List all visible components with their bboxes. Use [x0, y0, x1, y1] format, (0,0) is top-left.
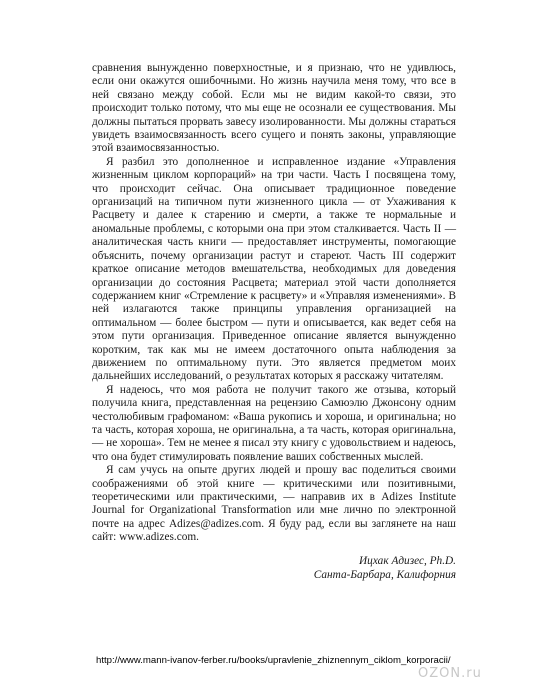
- author-location: Санта-Барбара, Калифорния: [313, 568, 456, 581]
- paragraph-continuation: сравнения вынужденно поверхностные, и я признаю, что не удивлюсь, если они окажутся ошибочными. Но жизнь научила меня тому, что все в ней связано между собой. Если мы не видим какой-то связи, это происходит только потому, что мы еще не осознали ее существования. Мы должны пытаться прорвать завесу изолированности. Мы должны стараться увидеть взаимосвязанность всего сущего и понять законы, управляющие этой взаимосвязанностью.: [92, 62, 456, 155]
- paragraph-feedback-request: Я сам учусь на опыте других людей и прошу вас поделиться своими соображениями об этой книге — критическими или позитивными, теоретическими или практическими, — направив их в Adizes Institute Journal for Organizational Transformation или мне лично по электронной почте на адрес Adizes@adizes.com. Я буду рад, если вы заглянете на наш сайт: www.adizes.com.: [92, 464, 456, 544]
- paragraph-book-structure: Я разбил это дополненное и исправленное издание «Управления жизненным циклом корпораций» на три части. Часть I посвящена тому, что происходит сейчас. Она описывает традиционное поведение организаций на типичном пути жизненного цикла — от Ухаживания к Расцвету и далее к старению и смерти, а также те нормальные и аномальные проблемы, с которыми она при этом сталкивается. Часть II — аналитическая часть книги — предоставляет инструменты, помогающие объяснить, почему организации растут и стареют. Часть III содержит краткое описание методов вмешательства, необходимых для доведения организации до состояния Расцвета; материал этой части дополняется содержанием книг «Стремление к расцвету» и «Управляя изменениями». В ней излагаются также принципы управления организацией на оптимальном — более быстром — пути и описывается, как ведет себя на этом пути организация. Приведенное описание является вынужденно коротким, так как мы не имеем достаточного опыта наблюдения за движением по оптимальному пути. Это является предметом моих дальнейших исследований, о результатах которых я расскажу читателям.: [92, 155, 456, 383]
- author-signature: [92, 554, 456, 582]
- page-text-block: [92, 62, 456, 582]
- paragraph-johnson-anecdote: Я надеюсь, что моя работа не получит такого же отзыва, который получила книга, представленная на рецензию Самюэлю Джонсону одним честолюбивым графоманом: «Ваша рукопись и хороша, и оригинальна; но та часть, которая хороша, не оригинальна, а та часть, которая оригинальна, — не хороша». Тем не менее я писал эту книгу с удовольствием и надеюсь, что она будет стимулировать появление ваших собственных мыслей.: [92, 383, 456, 463]
- author-name: Ицхак Адизес, Ph.D.: [359, 554, 456, 567]
- ozon-watermark: OZON.ru: [418, 666, 482, 681]
- footer-source-url: http://www.mann-ivanov-ferber.ru/books/upravlenie_zhiznennym_ciklom_korporacii/: [96, 655, 451, 666]
